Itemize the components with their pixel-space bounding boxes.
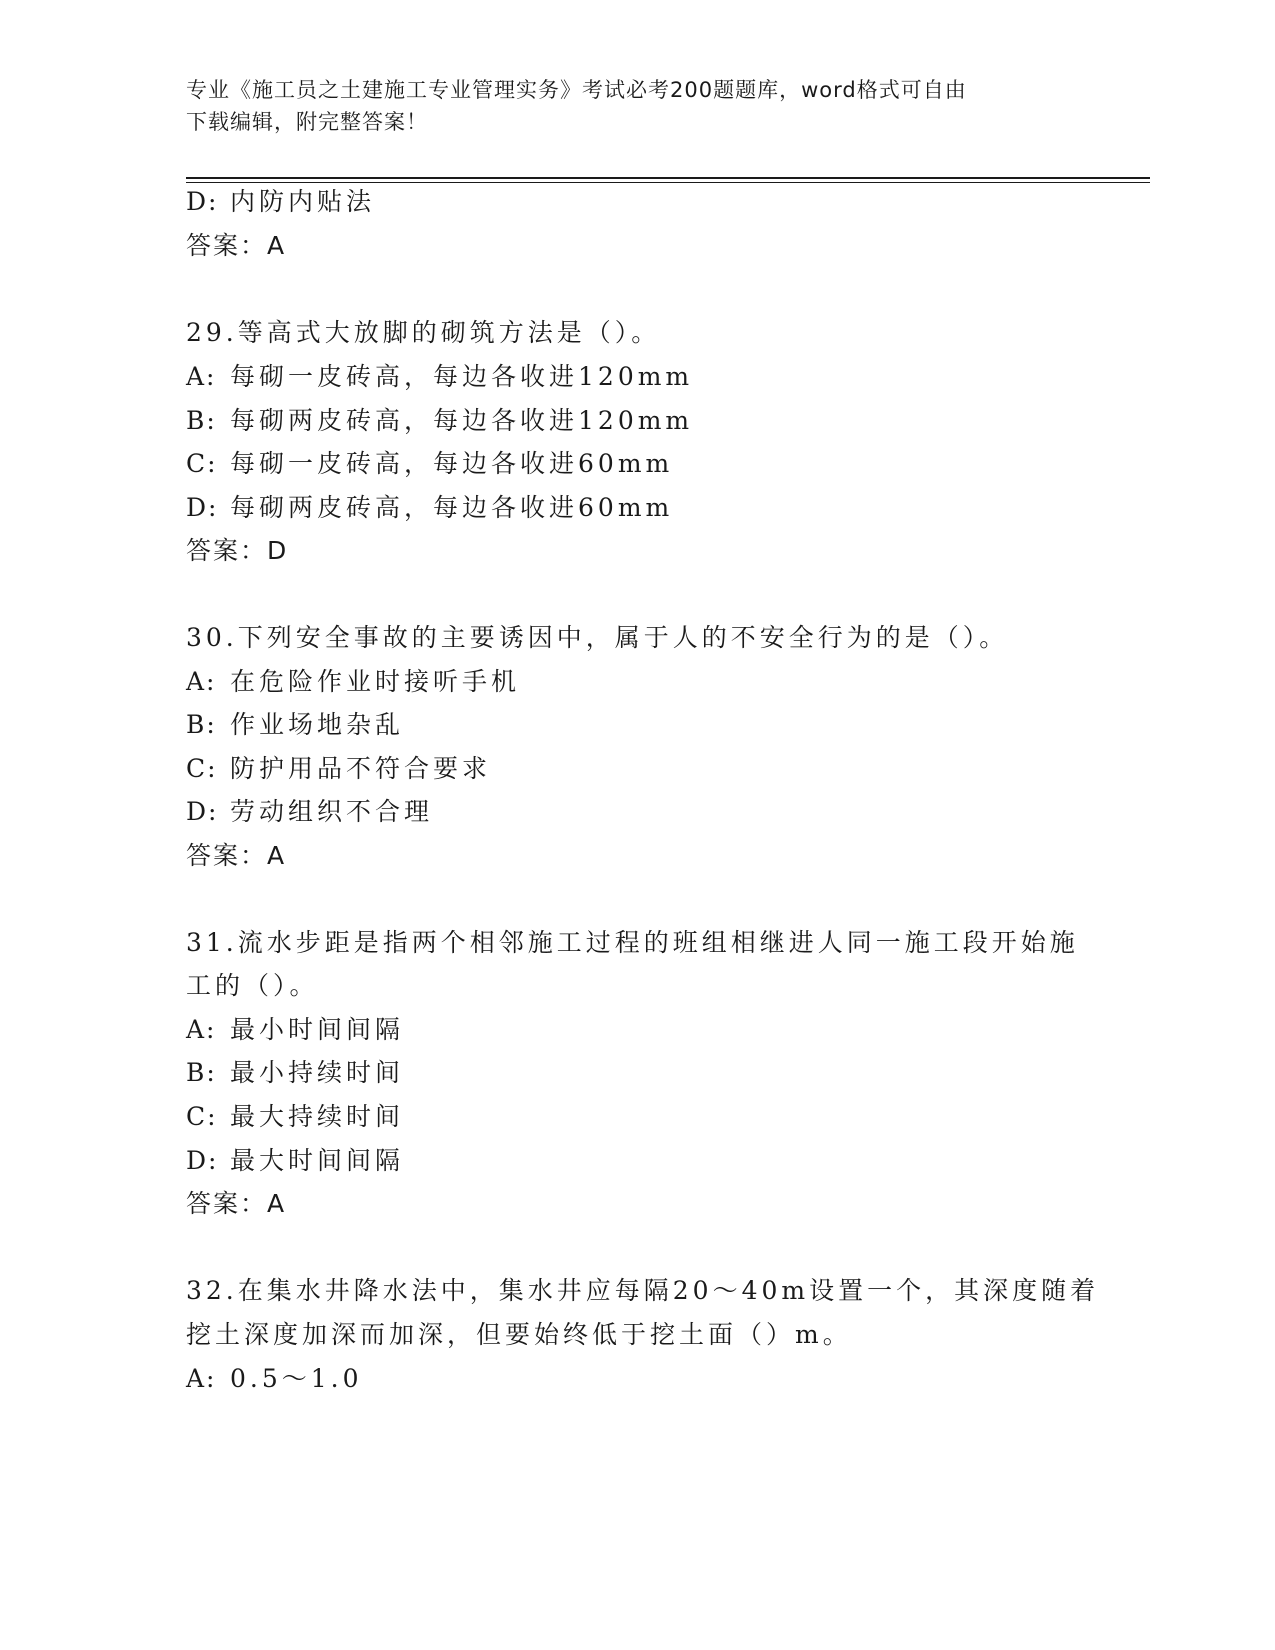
option-label: D: — [186, 1146, 219, 1175]
option-text: 每砌两皮砖高，每边各收进60mm — [230, 493, 674, 522]
option-label: A: — [186, 1015, 217, 1044]
option-label: C: — [186, 1102, 218, 1131]
option-text: 劳动组织不合理 — [230, 797, 434, 826]
header-line-1: 专业《施工员之土建施工专业管理实务》考试必考200题题库，word格式可自由 — [186, 78, 967, 102]
q29-stem: 29.等高式大放脚的砌筑方法是（）。 — [186, 318, 661, 347]
q31-stem-line-2: 工的（）。 — [186, 971, 319, 1000]
option-text: 每砌两皮砖高，每边各收进120mm — [230, 406, 694, 435]
option-label: D: — [186, 187, 219, 216]
option-text: 每砌一皮砖高，每边各收进60mm — [230, 449, 674, 478]
q29-option-b — [186, 406, 693, 436]
option-text: 0.5～1.0 — [230, 1364, 363, 1393]
document-header — [186, 74, 1086, 138]
option-label: D: — [186, 493, 219, 522]
q30-stem: 30.下列安全事故的主要诱因中，属于人的不安全行为的是（）。 — [186, 623, 1009, 652]
option-text: 在危险作业时接听手机 — [230, 667, 521, 696]
q31-option-a — [186, 1015, 404, 1045]
q30-option-c — [186, 754, 491, 784]
q29-option-d — [186, 493, 673, 523]
q31-answer: 答案：A — [186, 1189, 287, 1218]
option-label: A: — [186, 1364, 217, 1393]
q31-option-b — [186, 1058, 404, 1088]
prev-option-d — [186, 187, 375, 217]
option-text: 防护用品不符合要求 — [230, 754, 492, 783]
q31-option-d — [186, 1146, 404, 1176]
q30-option-a — [186, 667, 520, 697]
option-text: 内防内贴法 — [230, 187, 376, 216]
option-label: A: — [186, 667, 217, 696]
option-label: B: — [186, 406, 217, 435]
prev-answer: 答案：A — [186, 231, 287, 260]
option-label: B: — [186, 710, 217, 739]
option-label: A: — [186, 362, 217, 391]
q31-option-c — [186, 1102, 404, 1132]
q29-option-c — [186, 449, 673, 479]
option-text: 最小时间间隔 — [230, 1015, 405, 1044]
q29-option-a — [186, 362, 693, 392]
option-text: 作业场地杂乱 — [230, 710, 405, 739]
option-text: 最大时间间隔 — [230, 1146, 405, 1175]
q32-stem-line-2: 挖土深度加深而加深，但要始终低于挖土面（）m。 — [186, 1320, 852, 1349]
option-text: 最大持续时间 — [230, 1102, 405, 1131]
option-label: C: — [186, 449, 218, 478]
q32-option-a — [186, 1364, 363, 1394]
option-text: 最小持续时间 — [230, 1058, 405, 1087]
option-label: C: — [186, 754, 218, 783]
q32-stem-line-1: 32.在集水井降水法中，集水井应每隔20～40m设置一个，其深度随着 — [186, 1276, 1100, 1305]
header-rule-thick — [186, 177, 1150, 179]
option-label: B: — [186, 1058, 217, 1087]
q30-answer: 答案：A — [186, 841, 287, 870]
q30-option-d — [186, 797, 433, 827]
header-rule-thin — [186, 182, 1150, 183]
header-line-2: 下载编辑，附完整答案！ — [186, 110, 428, 134]
q31-stem-line-1: 31.流水步距是指两个相邻施工过程的班组相继进人同一施工段开始施 — [186, 928, 1079, 957]
option-text: 每砌一皮砖高，每边各收进120mm — [230, 362, 694, 391]
q30-option-b — [186, 710, 404, 740]
option-label: D: — [186, 797, 219, 826]
q29-answer: 答案：D — [186, 536, 289, 565]
